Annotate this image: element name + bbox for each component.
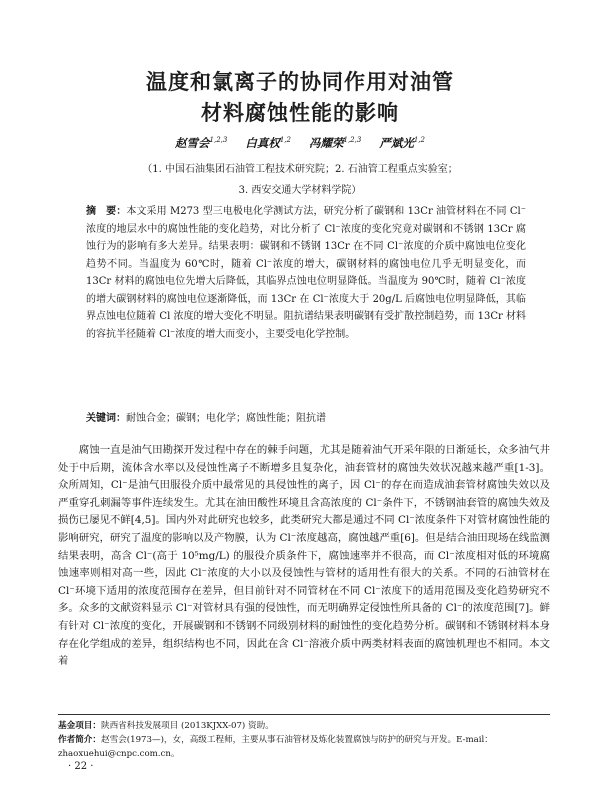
abstract-text: 本文采用 M273 型三电极电化学测试方法，研究分析了碳钢和 13Cr 油管材料在不同 Cl⁻浓度的地层水中的腐蚀性能的变化趋势，对比分析了 Cl⁻浓度的变化究竟对碳钢和不锈钢 13Cr 腐蚀行为的影响有多大差异。结果表明：碳钢和不锈钢 13Cr 在不同 Cl⁻浓度的介质中腐蚀电位变化趋势不同。当温度为 60℃时，随着 Cl⁻浓度的增大，碳钢材料的腐蚀电位几乎无明显变化，而 13Cr 材料的腐蚀电位先增大后降低，其临界点蚀电位明显降低。当温度为 90℃时，随着 Cl⁻浓度的增大碳钢材料的腐蚀电位逐渐降低，而 13Cr 在 Cl⁻浓度大于 20g/L 后腐蚀电位明显降低，其临界点蚀电位随着 Cl 浓度的增大变化不明显。阻抗谱结果表明碳钢有受扩散控制趋势，而 13Cr 材料的容抗半径随着 Cl⁻浓度的增大而变小，主要受电化学控制。 <box>86 206 526 340</box>
abstract-label: 摘 要： <box>86 206 127 217</box>
author: 冯耀荣$^{1,2,3}$ <box>309 136 362 150</box>
author: 白真权$^{1,2}$ <box>245 136 291 150</box>
author-bio-label: 作者简介： <box>58 735 101 745</box>
fund-footnote <box>58 719 550 733</box>
affiliation-line-1: （1. 中国石油集团石油管工程技术研究院；2. 石油管工程重点实验室； <box>142 164 458 175</box>
author-footnote <box>58 733 550 761</box>
author: 严斌光$^{1,2}$ <box>379 136 425 150</box>
keywords <box>86 410 526 428</box>
page-number: · 22 · <box>68 761 94 772</box>
author: 赵雪会$^{1,2,3}$ <box>175 136 228 150</box>
body-paragraph: 腐蚀一直是油气田勘探开发过程中存在的棘手问题，尤其是随着油气开采年限的日渐延长，众多油气井处于中后期，流体含水率以及侵蚀性离子不断增多且复杂化，油套管材的腐蚀失效状况越来越严重[1-3]。众所周知，Cl⁻是油气田服役介质中最常见的具侵蚀性的离子，因 Cl⁻的存在而造成油套管材腐蚀失效以及严重穿孔刺漏等事件连续发生。尤其在油田酸性环境且含高浓度的 Cl⁻条件下，不锈钢油套管的腐蚀失效及损伤已屡见不鲜[4,5]。国内外对此研究也较多，此类研究大都是通过不同 Cl⁻浓度条件下对管材腐蚀性能的影响研究，研究了温度的影响以及产物膜，认为 Cl⁻浓度越高，腐蚀越严重[6]。但是结合油田现场在线监测结果表明，高含 Cl⁻(高于 10⁵mg/L) 的服役介质条件下，腐蚀速率并不很高，而 Cl⁻浓度相对低的环境腐蚀速率则相对高一些，因此 Cl⁻浓度的大小以及侵蚀性与管材的适用性有很大的关系。不同的石油管材在 Cl⁻环境下适用的浓度范围存在差异，但目前针对不同管材在不同 Cl⁻浓度下的适用范围及变化趋势研究不多。众多的文献资料显示 Cl⁻对管材具有强的侵蚀性，而无明确界定侵蚀性所具备的 Cl⁻的浓度范围[7]。鲜有针对 Cl⁻浓度的变化，开展碳钢和不锈钢不同级别材料的耐蚀性的变化趋势分析。碳钢和不锈钢材料本身存在化学组成的差异，组织结构也不同，因此在含 Cl⁻溶液介质中两类材料表面的腐蚀机理也不相同。本文着 <box>58 444 550 668</box>
footnote-divider <box>58 714 550 715</box>
paper-title-line-2: 材料腐蚀性能的影响 <box>201 101 399 125</box>
keywords-text: 耐蚀合金；碳钢；电化学；腐蚀性能；阻抗谱 <box>126 413 326 424</box>
affiliation-line-2: 3. 西安交通大学材料学院） <box>238 185 362 196</box>
keywords-label: 关键词： <box>86 413 126 424</box>
paper-title-line-1: 温度和氯离子的协同作用对油管 <box>146 70 454 94</box>
abstract <box>86 203 526 343</box>
author-list <box>0 135 600 151</box>
fund-text: 陕西省科技发展项目 (2013KJXX-07) 资助。 <box>100 721 274 731</box>
author-bio-text: 赵雪会(1973—)，女，高级工程师，主要从事石油管材及炼化装置腐蚀与防护的研究与开发。E-mail：zhaoxuehui@cnpc.com.cn。 <box>58 735 493 759</box>
fund-label: 基金项目： <box>58 721 101 731</box>
